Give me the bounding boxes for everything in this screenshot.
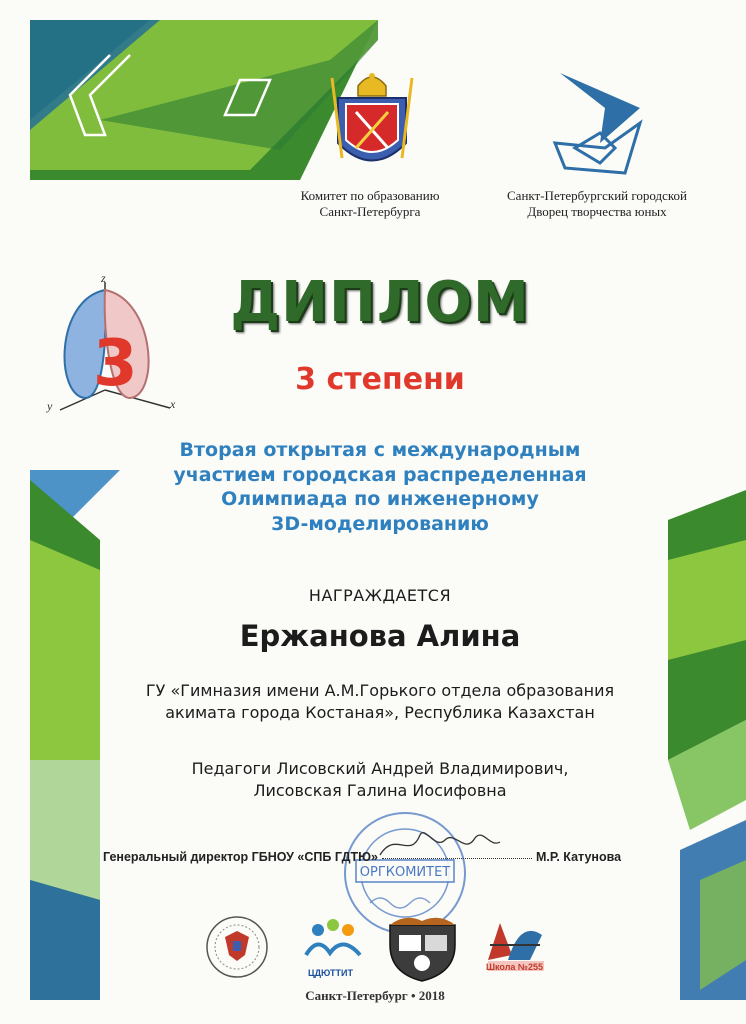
recipient-name: Ержанова Алина (239, 619, 521, 653)
axis-label-z: z (101, 271, 106, 285)
school-line-1: ГУ «Гимназия имени А.М.Горького отдела образования (145, 681, 615, 700)
school-255-logo-label: Школа №255 (486, 962, 543, 972)
director-line (103, 850, 643, 864)
education-committee-caption (285, 188, 455, 220)
olympiad-line-1: Вторая открытая с международным (179, 439, 581, 461)
diploma-degree: 3 степени (295, 362, 465, 397)
palace-line-1: Санкт-Петербургский городской (507, 188, 687, 203)
olympiad-line-4: 3D-моделированию (271, 512, 489, 535)
olympiad-line-2: участием городская распределенная (173, 463, 587, 486)
awarded-label: НАГРАЖДАЕТСЯ (308, 586, 452, 605)
stamp-text: ОРГКОМИТЕТ (359, 865, 451, 880)
gymnasium-crest-icon (385, 915, 460, 985)
cdutt-logo-label: ЦДЮТТИТ (308, 968, 354, 978)
teacher-line-1: Педагоги Лисовский Андрей Владимирович, (191, 759, 569, 778)
director-name: М.Р. Катунова (536, 850, 622, 864)
school-info (90, 680, 670, 724)
teacher-line-2: Лисовская Галина Иосифовна (253, 781, 507, 800)
olympiad-name (150, 438, 610, 536)
olympiad-line-3: Олимпиада по инженерному (221, 488, 539, 510)
cdutt-logo-icon (298, 915, 368, 975)
committee-line-2: Санкт-Петербурга (319, 204, 421, 219)
city-year: Санкт-Петербург • 2018 (305, 988, 445, 1003)
youth-palace-caption (492, 188, 702, 220)
signature-dotted-line (382, 858, 532, 859)
axis-label-y: y (47, 399, 53, 413)
diploma-title: ДИПЛОМ (230, 270, 530, 335)
olympiad-logo-digit: 3 (93, 327, 138, 401)
russian-eagle-emblem-icon (205, 915, 270, 980)
palace-line-2: Дворец творчества юных (527, 204, 667, 219)
director-position: Генеральный директор ГБНОУ «СПБ ГДТЮ» (103, 850, 378, 864)
teachers-info (120, 758, 640, 802)
committee-line-1: Комитет по образованию (300, 188, 440, 203)
palace-of-youth-logo-icon (545, 68, 655, 178)
school-line-2: акимата города Костаная», Республика Казахстан (165, 703, 595, 722)
spb-coat-of-arms-icon (328, 68, 416, 180)
olympiad-3d-logo-icon (45, 270, 185, 415)
axis-label-x: x (170, 397, 176, 411)
